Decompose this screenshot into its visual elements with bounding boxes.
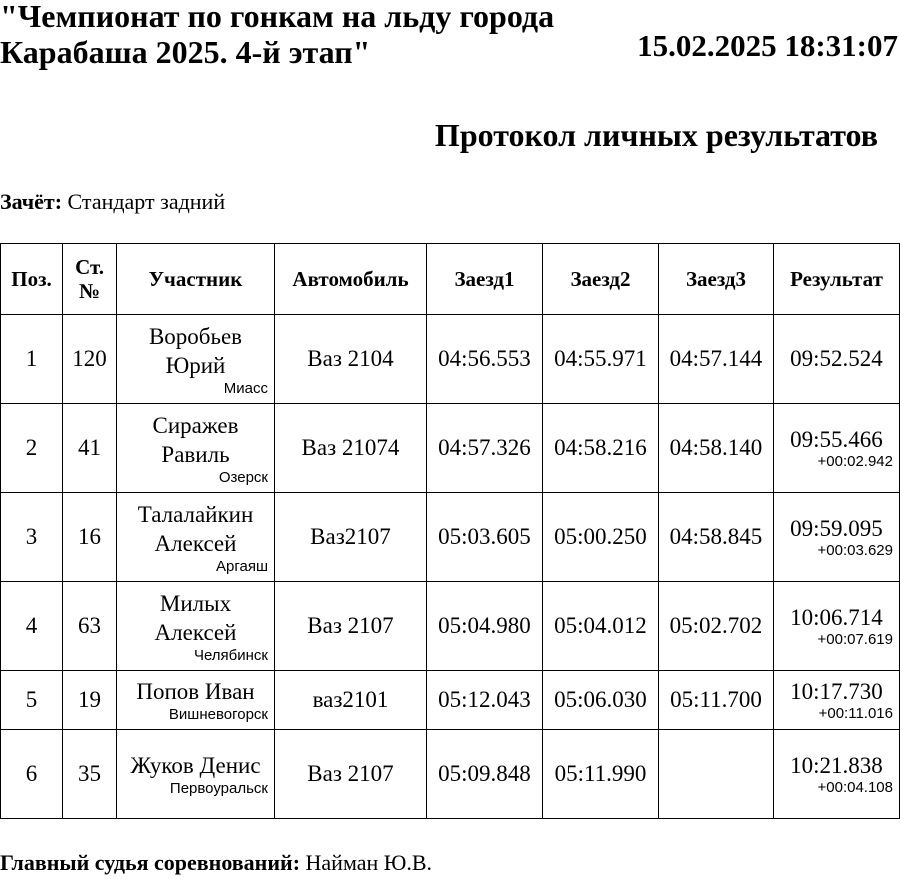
cell-run3: 04:57.144 <box>659 315 774 404</box>
result-time: 09:55.466 <box>790 426 883 452</box>
event-title: "Чемпионат по гонкам на льду города Карабаша 2025. 4-й этап" <box>0 0 555 70</box>
cell-start-no: 35 <box>63 730 117 819</box>
cell-car: Ваз 2104 <box>275 315 427 404</box>
cell-car: ваз2101 <box>275 671 427 730</box>
cell-result <box>774 671 900 730</box>
col-header-start-no: Ст. № <box>63 244 117 315</box>
col-header-result: Результат <box>774 244 900 315</box>
cell-participant <box>117 404 275 493</box>
participant-name: Сиражев Равиль <box>152 412 239 467</box>
col-header-run3: Заезд3 <box>659 244 774 315</box>
result-time: 10:06.714 <box>790 604 883 630</box>
participant-name: Попов Иван <box>136 679 255 704</box>
cell-start-no: 16 <box>63 493 117 582</box>
cell-run1: 05:12.043 <box>427 671 543 730</box>
result-gap: +00:07.619 <box>817 630 893 648</box>
cell-participant <box>117 671 275 730</box>
category-value: Стандарт задний <box>67 189 226 214</box>
cell-run2: 05:00.250 <box>543 493 659 582</box>
cell-run2: 05:11.990 <box>543 730 659 819</box>
col-header-participant: Участник <box>117 244 275 315</box>
cell-run2: 05:06.030 <box>543 671 659 730</box>
cell-run1: 05:09.848 <box>427 730 543 819</box>
protocol-datetime: 15.02.2025 18:31:07 <box>637 28 898 63</box>
participant-city: Челябинск <box>193 646 268 664</box>
col-header-run2: Заезд2 <box>543 244 659 315</box>
result-gap: +00:03.629 <box>817 541 893 559</box>
cell-run3: 04:58.845 <box>659 493 774 582</box>
cell-participant <box>117 315 275 404</box>
cell-run3: 04:58.140 <box>659 404 774 493</box>
cell-pos: 2 <box>1 404 63 493</box>
cell-participant <box>117 582 275 671</box>
table-row <box>1 671 900 730</box>
result-time: 10:17.730 <box>790 678 883 704</box>
cell-result <box>774 404 900 493</box>
col-header-car: Автомобиль <box>275 244 427 315</box>
chief-judge-name: Найман Ю.В. <box>305 850 433 875</box>
result-gap: +00:11.016 <box>818 704 893 722</box>
cell-participant <box>117 493 275 582</box>
cell-car: Ваз2107 <box>275 493 427 582</box>
table-header-row <box>1 244 900 315</box>
cell-run2: 04:58.216 <box>543 404 659 493</box>
cell-car: Ваз 21074 <box>275 404 427 493</box>
col-header-run1: Заезд1 <box>427 244 543 315</box>
participant-name: Жуков Денис <box>130 753 261 778</box>
cell-result <box>774 315 900 404</box>
col-header-pos: Поз. <box>1 244 63 315</box>
cell-pos: 4 <box>1 582 63 671</box>
cell-start-no: 120 <box>63 315 117 404</box>
cell-pos: 1 <box>1 315 63 404</box>
cell-run1: 04:56.553 <box>427 315 543 404</box>
table-row <box>1 315 900 404</box>
table-row <box>1 730 900 819</box>
participant-city: Вишневогорск <box>168 706 268 723</box>
participant-name: Талалайкин Алексей <box>137 501 254 556</box>
cell-car: Ваз 2107 <box>275 582 427 671</box>
cell-run1: 05:03.605 <box>427 493 543 582</box>
chief-judge-line <box>0 850 432 876</box>
results-table <box>0 243 900 819</box>
result-time: 09:59.095 <box>790 515 883 541</box>
cell-run2: 04:55.971 <box>543 315 659 404</box>
cell-run3: 05:02.702 <box>659 582 774 671</box>
cell-participant <box>117 730 275 819</box>
result-time: 09:52.524 <box>790 346 883 371</box>
participant-city: Аргаяш <box>216 557 268 575</box>
category-line <box>0 189 225 215</box>
result-gap: +00:02.942 <box>817 452 893 470</box>
cell-car: Ваз 2107 <box>275 730 427 819</box>
cell-pos: 3 <box>1 493 63 582</box>
table-row <box>1 582 900 671</box>
table-row <box>1 404 900 493</box>
cell-run1: 05:04.980 <box>427 582 543 671</box>
cell-start-no: 19 <box>63 671 117 730</box>
cell-result <box>774 493 900 582</box>
participant-city: Озерск <box>218 468 268 486</box>
table-row <box>1 493 900 582</box>
result-gap: +00:04.108 <box>817 778 893 796</box>
participant-name: Милых Алексей <box>154 590 237 645</box>
cell-run3: 05:11.700 <box>659 671 774 730</box>
participant-city: Первоуральск <box>169 780 268 797</box>
category-label: Зачёт: <box>0 189 63 214</box>
cell-run3 <box>659 730 774 819</box>
cell-run2: 05:04.012 <box>543 582 659 671</box>
cell-result <box>774 730 900 819</box>
cell-pos: 5 <box>1 671 63 730</box>
participant-city: Миасс <box>223 379 268 397</box>
chief-judge-label: Главный судья соревнований: <box>0 850 301 875</box>
cell-run1: 04:57.326 <box>427 404 543 493</box>
cell-start-no: 63 <box>63 582 117 671</box>
participant-name: Воробьев Юрий <box>148 323 243 378</box>
cell-start-no: 41 <box>63 404 117 493</box>
cell-result <box>774 582 900 671</box>
result-time: 10:21.838 <box>790 752 883 778</box>
cell-pos: 6 <box>1 730 63 819</box>
protocol-title: Протокол личных результатов <box>434 117 878 153</box>
